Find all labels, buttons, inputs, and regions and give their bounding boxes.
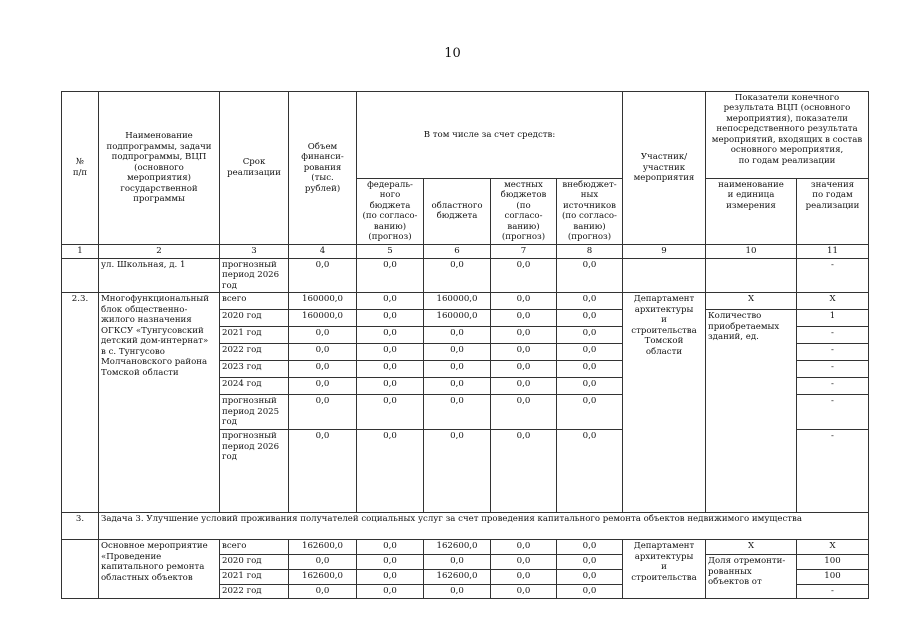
row-name: ул. Школьная, д. 1: [99, 258, 220, 292]
header-num: № п/п: [62, 92, 99, 245]
value-v8: 0,0: [557, 293, 623, 310]
value-v4: 162600,0: [289, 540, 357, 555]
value-v8: 0,0: [557, 327, 623, 344]
row-indicator-x: Х: [706, 293, 797, 310]
header-participant: Участник/ участник мероприятия: [623, 92, 706, 245]
value-v4: 162600,0: [289, 570, 357, 585]
header-indicator-name: наименование и единица измерения: [706, 179, 797, 245]
header-regional: областного бюджета: [424, 179, 491, 245]
row-period: 2020 год: [220, 555, 289, 570]
row-period: всего: [220, 293, 289, 310]
task-text: Задача 3. Улучшение условий проживания получателей социальных услуг за счет проведения капитального ремонта объектов недвижимого имущества: [99, 513, 869, 540]
row-num: 2.3.: [62, 293, 99, 513]
value-v8: 0,0: [557, 555, 623, 570]
header-period: Срок реализации: [220, 92, 289, 245]
value-v6: 0,0: [424, 378, 491, 395]
value-v5: 0,0: [357, 361, 424, 378]
row-period: всего: [220, 540, 289, 555]
value-v7: 0,0: [491, 361, 557, 378]
row-period: 2020 год: [220, 310, 289, 327]
task-row: [62, 513, 869, 540]
row-indicator-value: -: [797, 395, 869, 430]
value-v7: 0,0: [491, 430, 557, 513]
value-v4: 0,0: [289, 258, 357, 292]
value-v8: 0,0: [557, 378, 623, 395]
value-v7: 0,0: [491, 378, 557, 395]
table-row: [62, 540, 869, 555]
row-period: прогнозный период 2025 год: [220, 395, 289, 430]
row-indicator-value: -: [797, 327, 869, 344]
row-num: [62, 540, 99, 598]
header-offbudget: внебюджет- ных источников (по согласо- ванию) (прогноз): [557, 179, 623, 245]
row-indicator-value: -: [797, 258, 869, 292]
value-v7: 0,0: [491, 327, 557, 344]
value-v5: 0,0: [357, 570, 424, 585]
header-sources-group: В том числе за счет средств:: [357, 92, 623, 179]
value-v4: 0,0: [289, 585, 357, 598]
row-indicator-x: Х: [706, 540, 797, 555]
row-period: 2023 год: [220, 361, 289, 378]
row-indicator-name: [706, 258, 797, 292]
value-v7: 0,0: [491, 310, 557, 327]
column-number: 3: [220, 244, 289, 258]
value-v7: 0,0: [491, 258, 557, 292]
value-v6: 0,0: [424, 395, 491, 430]
row-indicator-name: Доля отремонти- рованных объектов от: [706, 555, 797, 598]
value-v6: 0,0: [424, 555, 491, 570]
row-indicator-value: -: [797, 378, 869, 395]
column-number: 5: [357, 244, 424, 258]
header-name: Наименование подпрограммы, задачи подпрограммы, ВЦП (основного мероприятия) государственной программы: [99, 92, 220, 245]
task-num: 3.: [62, 513, 99, 540]
value-v6: 0,0: [424, 430, 491, 513]
column-number: 7: [491, 244, 557, 258]
value-v6: 162600,0: [424, 540, 491, 555]
column-number: 2: [99, 244, 220, 258]
row-period: прогнозный период 2026 год: [220, 258, 289, 292]
row-name: Многофункциональный блок общественно- жилого назначения ОГКСУ «Тунгусовский детский дом-интернат» в с. Тунгусово Молчановского района Томской области: [99, 293, 220, 513]
value-v4: 160000,0: [289, 293, 357, 310]
row-indicator-value: -: [797, 361, 869, 378]
column-number: 4: [289, 244, 357, 258]
value-v7: 0,0: [491, 585, 557, 598]
row-indicator-value: Х: [797, 293, 869, 310]
value-v8: 0,0: [557, 344, 623, 361]
value-v5: 0,0: [357, 327, 424, 344]
value-v6: 0,0: [424, 327, 491, 344]
value-v5: 0,0: [357, 540, 424, 555]
value-v7: 0,0: [491, 395, 557, 430]
row-period: прогнозный период 2026 год: [220, 430, 289, 513]
column-number: 8: [557, 244, 623, 258]
value-v6: 0,0: [424, 361, 491, 378]
row-period: 2021 год: [220, 570, 289, 585]
column-number: 1: [62, 244, 99, 258]
value-v7: 0,0: [491, 293, 557, 310]
value-v6: 0,0: [424, 344, 491, 361]
row-period: 2021 год: [220, 327, 289, 344]
row-period: 2022 год: [220, 344, 289, 361]
value-v4: 0,0: [289, 555, 357, 570]
row-indicator-value: 1: [797, 310, 869, 327]
value-v4: 0,0: [289, 395, 357, 430]
row-indicator-value: 100: [797, 555, 869, 570]
row-indicator-value: -: [797, 344, 869, 361]
row-indicator-value: -: [797, 585, 869, 598]
column-number: 11: [797, 244, 869, 258]
header-row-1: [62, 92, 869, 179]
row-period: 2022 год: [220, 585, 289, 598]
value-v7: 0,0: [491, 570, 557, 585]
page-number: 10: [444, 46, 461, 61]
value-v8: 0,0: [557, 361, 623, 378]
header-local: местных бюджетов (по согласо- ванию) (прогноз): [491, 179, 557, 245]
value-v4: 0,0: [289, 361, 357, 378]
row-indicator-value: Х: [797, 540, 869, 555]
value-v4: 160000,0: [289, 310, 357, 327]
header-volume: Объем финанси- рования (тыс. рублей): [289, 92, 357, 245]
value-v5: 0,0: [357, 378, 424, 395]
value-v7: 0,0: [491, 540, 557, 555]
header-indicator-values: значения по годам реализации: [797, 179, 869, 245]
column-numbers-row: [62, 244, 869, 258]
row-participant: [623, 258, 706, 292]
table-row: [62, 258, 869, 292]
value-v7: 0,0: [491, 344, 557, 361]
value-v4: 0,0: [289, 430, 357, 513]
value-v5: 0,0: [357, 293, 424, 310]
row-num: [62, 258, 99, 292]
value-v8: 0,0: [557, 430, 623, 513]
value-v6: 0,0: [424, 585, 491, 598]
value-v5: 0,0: [357, 430, 424, 513]
table-row: [62, 293, 869, 310]
header-federal: федераль- ного бюджета (по согласо- ванию) (прогноз): [357, 179, 424, 245]
value-v7: 0,0: [491, 555, 557, 570]
column-number: 9: [623, 244, 706, 258]
value-v8: 0,0: [557, 570, 623, 585]
value-v4: 0,0: [289, 327, 357, 344]
row-indicator-name: Количество приобретаемых зданий, ед.: [706, 310, 797, 513]
value-v6: 160000,0: [424, 310, 491, 327]
value-v6: 0,0: [424, 258, 491, 292]
column-number: 6: [424, 244, 491, 258]
table-body: [62, 92, 869, 599]
value-v5: 0,0: [357, 555, 424, 570]
row-period: 2024 год: [220, 378, 289, 395]
row-participant: Департамент архитектуры и строительства: [623, 540, 706, 598]
value-v8: 0,0: [557, 540, 623, 555]
row-indicator-value: -: [797, 430, 869, 513]
value-v8: 0,0: [557, 310, 623, 327]
row-indicator-value: 100: [797, 570, 869, 585]
value-v5: 0,0: [357, 258, 424, 292]
value-v5: 0,0: [357, 344, 424, 361]
value-v5: 0,0: [357, 395, 424, 430]
value-v4: 0,0: [289, 378, 357, 395]
value-v6: 162600,0: [424, 570, 491, 585]
value-v8: 0,0: [557, 258, 623, 292]
column-number: 10: [706, 244, 797, 258]
row-name: Основное мероприятие «Проведение капитального ремонта областных объектов: [99, 540, 220, 598]
program-table: [61, 91, 869, 599]
row-participant: Департамент архитектуры и строительства Томской области: [623, 293, 706, 513]
value-v8: 0,0: [557, 585, 623, 598]
value-v8: 0,0: [557, 395, 623, 430]
value-v4: 0,0: [289, 344, 357, 361]
value-v6: 160000,0: [424, 293, 491, 310]
value-v5: 0,0: [357, 585, 424, 598]
header-indicators-group: Показатели конечного результата ВЦП (основного мероприятия), показатели непосредственного результата мероприятий, входящих в состав основного мероприятия, по годам реализации: [706, 92, 869, 179]
value-v5: 0,0: [357, 310, 424, 327]
